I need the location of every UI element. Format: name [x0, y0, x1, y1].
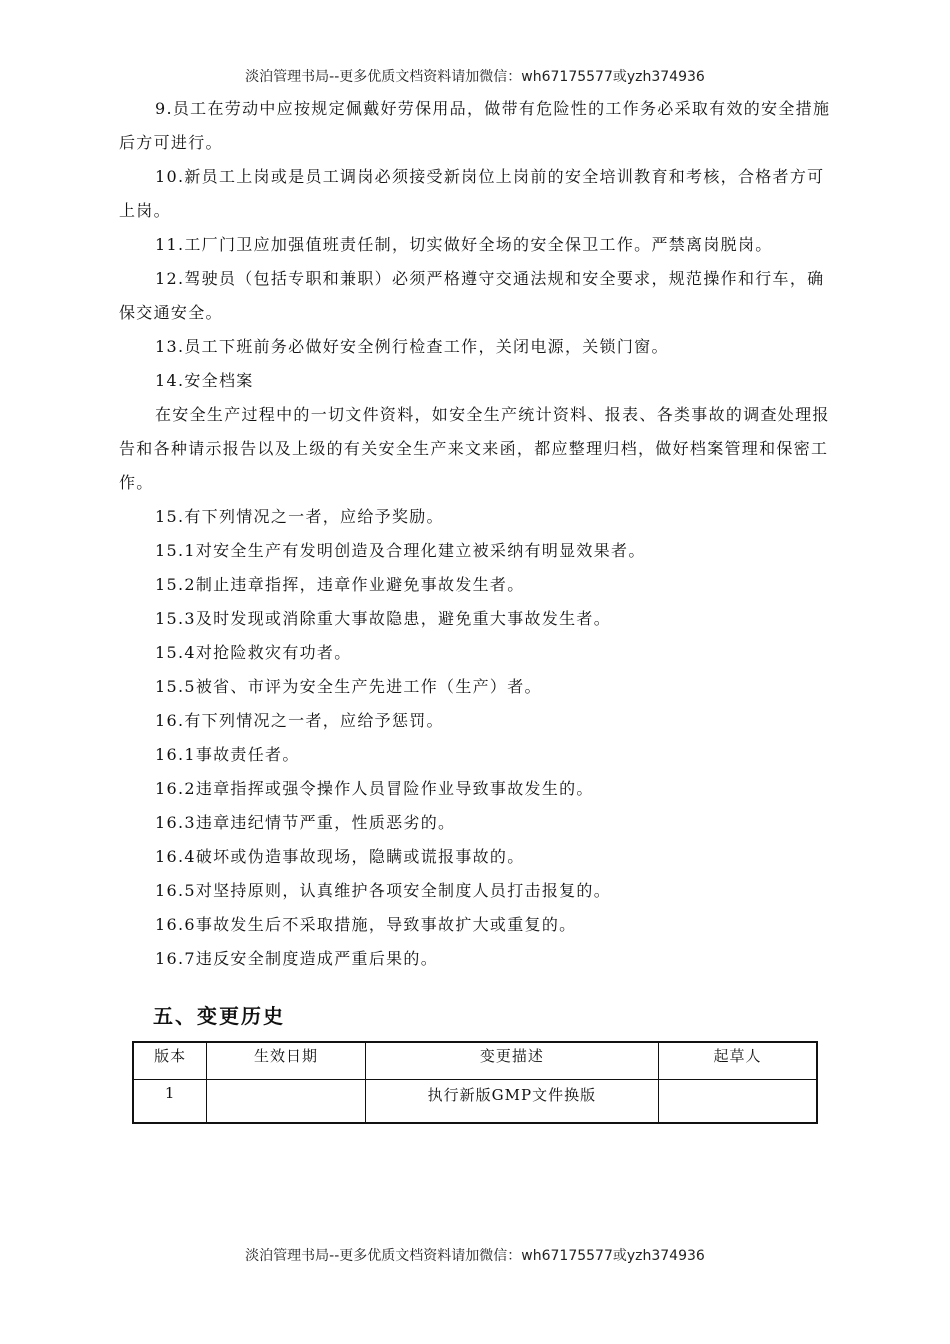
paragraph-9: 9.员工在劳动中应按规定佩戴好劳保用品，做带有危险性的工作务必采取有效的安全措施后方可进行。 [119, 99, 831, 152]
page-footer: 淡泊管理书局--更多优质文档资料请加微信：wh67175577或yzh374936 [245, 1248, 705, 1264]
cell-effective-date [207, 1080, 366, 1124]
paragraph-14: 14.安全档案 [155, 371, 254, 390]
paragraph-16-6: 16.6事故发生后不采取措施，导致事故扩大或重复的。 [155, 915, 577, 934]
paragraph-10: 10.新员工上岗或是员工调岗必须接受新岗位上岗前的安全培训教育和考核，合格者方可上岗。 [119, 167, 825, 220]
paragraph-15: 15.有下列情况之一者，应给予奖励。 [155, 507, 444, 526]
column-header-version: 版本 [133, 1042, 207, 1080]
paragraph-16-3: 16.3违章违纪情节严重，性质恶劣的。 [155, 813, 456, 832]
paragraph-15-1: 15.1对安全生产有发明创造及合理化建立被采纳有明显效果者。 [155, 541, 646, 560]
column-header-change-description: 变更描述 [365, 1042, 658, 1080]
paragraph-15-5: 15.5被省、市评为安全生产先进工作（生产）者。 [155, 677, 542, 696]
column-header-effective-date: 生效日期 [207, 1042, 366, 1080]
table-header-row [133, 1042, 817, 1080]
paragraph-16-1: 16.1事故责任者。 [155, 745, 300, 764]
paragraph-16-7: 16.7违反安全制度造成严重后果的。 [155, 949, 439, 968]
paragraph-16-4: 16.4破坏或伪造事故现场，隐瞒或谎报事故的。 [155, 847, 525, 866]
paragraph-15-3: 15.3及时发现或消除重大事故隐患，避免重大事故发生者。 [155, 609, 612, 628]
page-header: 淡泊管理书局--更多优质文档资料请加微信：wh67175577或yzh374936 [245, 69, 705, 85]
paragraph-15-4: 15.4对抢险救灾有功者。 [155, 643, 352, 662]
table-row [133, 1080, 817, 1124]
cell-change-description: 执行新版GMP文件换版 [365, 1080, 658, 1124]
paragraph-15-2: 15.2制止违章指挥，违章作业避免事故发生者。 [155, 575, 525, 594]
paragraph-16-5: 16.5对坚持原则，认真维护各项安全制度人员打击报复的。 [155, 881, 612, 900]
change-history-table [132, 1041, 818, 1124]
paragraph-16-2: 16.2违章指挥或强令操作人员冒险作业导致事故发生的。 [155, 779, 594, 798]
paragraph-14-body: 在安全生产过程中的一切文件资料，如安全生产统计资料、报表、各类事故的调查处理报告和各种请示报告以及上级的有关安全生产来文来函，都应整理归档，做好档案管理和保密工作。 [119, 405, 830, 492]
section-title-change-history: 五、变更历史 [153, 1004, 285, 1028]
cell-drafter [658, 1080, 817, 1124]
paragraph-16: 16.有下列情况之一者，应给予惩罚。 [155, 711, 444, 730]
paragraph-11: 11.工厂门卫应加强值班责任制，切实做好全场的安全保卫工作。严禁离岗脱岗。 [155, 235, 773, 254]
document-body [119, 92, 831, 976]
cell-version: 1 [133, 1080, 207, 1124]
paragraph-13: 13.员工下班前务必做好安全例行检查工作，关闭电源，关锁门窗。 [155, 337, 669, 356]
paragraph-12: 12.驾驶员（包括专职和兼职）必须严格遵守交通法规和安全要求，规范操作和行车，确保交通安全。 [119, 269, 825, 322]
column-header-drafter: 起草人 [658, 1042, 817, 1080]
